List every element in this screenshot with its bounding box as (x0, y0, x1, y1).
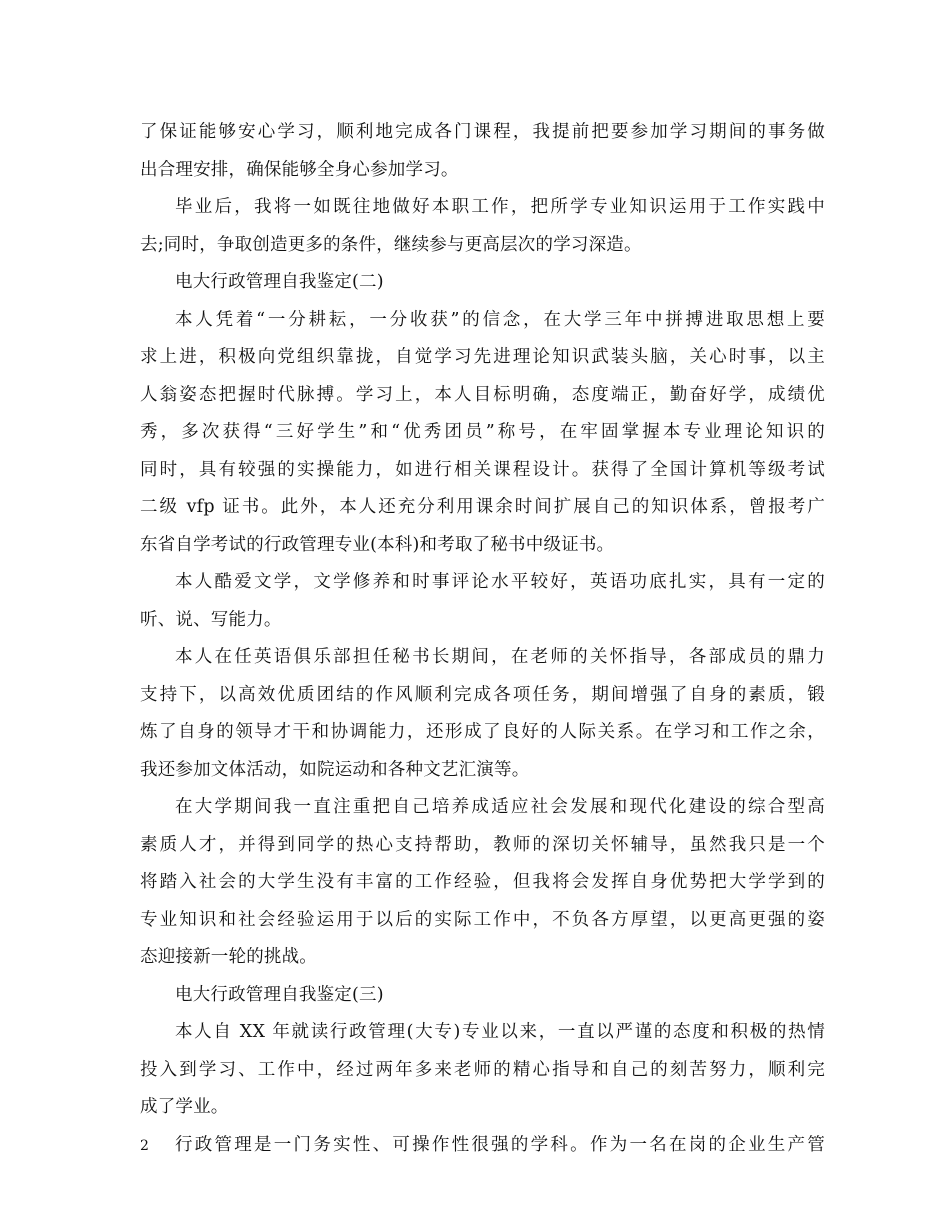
text-line: 投入到学习、工作中，经过两年多来老师的精心指导和自己的刻苦努力，顺利完 (140, 1059, 825, 1080)
page-number: 2 (140, 1138, 149, 1154)
text-line: 行政管理是一门务实性、可操作性很强的学科。作为一名在岗的企业生产管 (175, 1134, 825, 1155)
text-line: 素质人才，并得到同学的热心支持帮助，教师的深切关怀辅导，虽然我只是一个 (140, 834, 825, 855)
text-line: 听、说、写能力。 (140, 609, 282, 630)
text-line: 秀，多次获得“三好学生”和“优秀团员”称号，在牢固掌握本专业理论知识的 (140, 422, 825, 442)
text-line: 电大行政管理自我鉴定(三) (175, 984, 384, 1005)
text-line: 本人凭着“一分耕耘，一分收获”的信念，在大学三年中拼搏进取思想上要 (175, 309, 825, 330)
text-line: 毕业后，我将一如既往地做好本职工作，把所学专业知识运用于工作实践中 (175, 197, 825, 217)
text-line: 专业知识和社会经验运用于以后的实际工作中，不负各方厚望，以更高更强的姿 (140, 909, 825, 930)
text-line: 我还参加文体活动，如院运动和各种文艺汇演等。 (140, 759, 530, 780)
text-line: 态迎接新一轮的挑战。 (140, 947, 317, 967)
text-line: 炼了自身的领导才干和协调能力，还形成了良好的人际关系。在学习和工作之余， (140, 722, 825, 742)
text-line: 在大学期间我一直注重把自己培养成适应社会发展和现代化建设的综合型高 (175, 797, 825, 817)
text-line: 本人酷爱文学，文学修养和时事评论水平较好，英语功底扎实，具有一定的 (175, 572, 825, 592)
text-line: 将踏入社会的大学生没有丰富的工作经验，但我将会发挥自身优势把大学学到的 (140, 872, 825, 892)
text-line: 本人在任英语俱乐部担任秘书长期间，在老师的关怀指导，各部成员的鼎力 (175, 647, 825, 667)
text-line: 本人自 XX 年就读行政管理(大专)专业以来，一直以严谨的态度和积极的热情 (175, 1022, 825, 1042)
text-line: 去;同时，争取创造更多的条件，继续参与更高层次的学习深造。 (140, 234, 642, 255)
text-line: 求上进，积极向党组织靠拢，自觉学习先进理论知识武装头脑，关心时事，以主 (140, 347, 825, 367)
text-line: 支持下，以高效优质团结的作风顺利完成各项任务，期间增强了自身的素质，锻 (140, 684, 825, 705)
text-line: 了保证能够安心学习，顺利地完成各门课程，我提前把要参加学习期间的事务做 (140, 122, 825, 142)
text-line: 东省自学考试的行政管理专业(本科)和考取了秘书中级证书。 (140, 534, 615, 555)
text-line: 二级 vfp 证书。此外，本人还充分利用课余时间扩展自己的知识体系，曾报考广 (140, 497, 825, 517)
text-line: 出合理安排，确保能够全身心参加学习。 (140, 159, 459, 180)
text-line: 成了学业。 (140, 1097, 229, 1117)
text-line: 同时，具有较强的实操能力，如进行相关课程设计。获得了全国计算机等级考试 (140, 459, 825, 480)
text-line: 电大行政管理自我鉴定(二) (175, 272, 384, 292)
document-body (140, 114, 825, 1164)
text-line: 人翁姿态把握时代脉搏。学习上，本人目标明确，态度端正，勤奋好学，成绩优 (140, 384, 825, 405)
